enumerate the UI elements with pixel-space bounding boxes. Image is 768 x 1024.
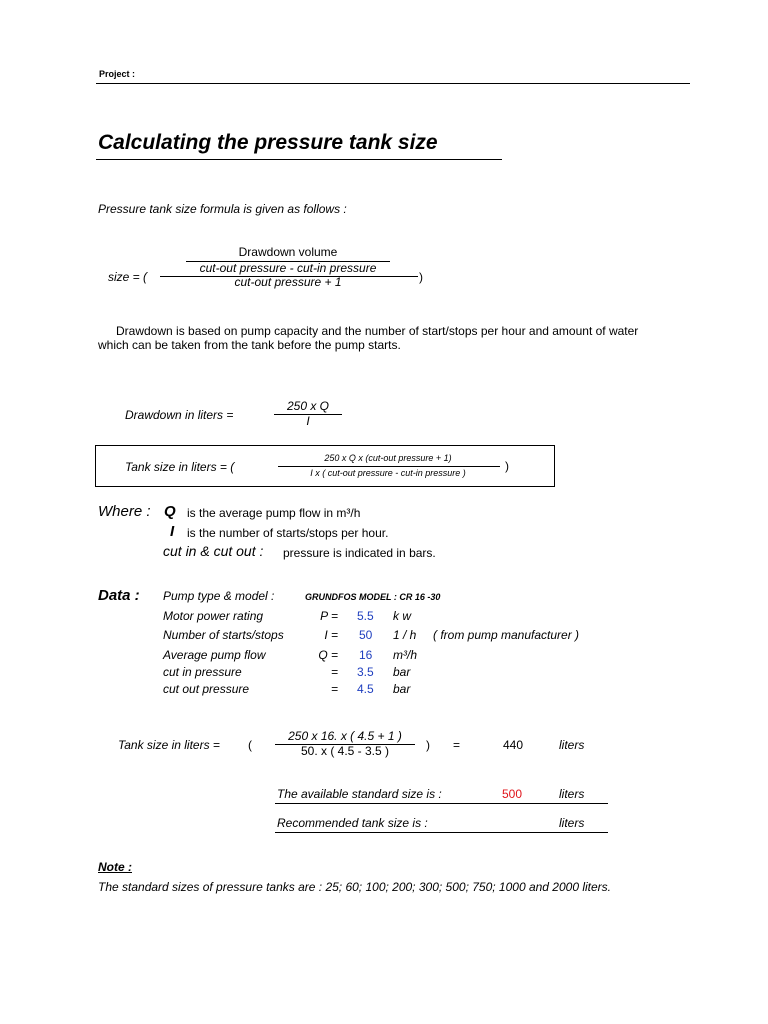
standard-size-label: The available standard size is : xyxy=(277,787,442,801)
calc-numerator: 250 x 16. x ( 4.5 + 1 ) xyxy=(288,729,402,743)
data-row-unit: bar xyxy=(393,665,411,679)
data-row-label: Motor power rating xyxy=(163,609,264,623)
calc-denominator: 50. x ( 4.5 - 3.5 ) xyxy=(300,744,390,758)
drawdown-paragraph-line1: Drawdown is based on pump capacity and the number of start/stops per hour and amount of water xyxy=(116,324,639,338)
calc-equals: = xyxy=(453,738,461,752)
drawdown-paragraph-line2: which can be taken from the tank before the pump starts. xyxy=(98,338,401,352)
calc-rparen: ) xyxy=(426,738,430,752)
cut-symbol: cut in & cut out : xyxy=(163,543,264,559)
recommended-size-rule xyxy=(275,832,608,833)
page-title: Calculating the pressure tank size xyxy=(98,131,438,154)
project-label: Project : xyxy=(99,69,136,79)
data-row-label: cut in pressure xyxy=(163,665,242,679)
recommended-size-unit: liters xyxy=(559,816,585,830)
title-underline xyxy=(96,159,502,160)
header-rule xyxy=(96,83,690,84)
intro-text: Pressure tank size formula is given as follows : xyxy=(98,202,347,216)
tank-formula-label: Tank size in liters = ( xyxy=(125,460,235,474)
where-label: Where : xyxy=(98,503,151,520)
calc-lparen: ( xyxy=(248,738,252,752)
data-row-unit: k w xyxy=(393,609,411,623)
size-formula-lhs: size = ( xyxy=(108,270,148,284)
pressure-difference-term: cut-out pressure - cut-in pressure xyxy=(199,261,377,275)
tank-formula-box xyxy=(95,445,555,487)
cut-description: pressure is indicated in bars. xyxy=(283,546,436,560)
drawdown-denominator: I xyxy=(306,414,310,428)
data-row-unit: 1 / h xyxy=(393,628,417,642)
standard-size-rule xyxy=(275,803,608,804)
data-row-label: Average pump flow xyxy=(163,648,266,662)
standard-size-value: 500 xyxy=(502,787,523,801)
note-title: Note : xyxy=(98,860,132,874)
q-description: is the average pump flow in m³/h xyxy=(187,506,361,520)
standard-size-unit: liters xyxy=(559,787,585,801)
i-symbol: I xyxy=(170,523,175,540)
calc-label: Tank size in liters = xyxy=(118,738,220,752)
tank-formula-denominator: I x ( cut-out pressure - cut-in pressure ) xyxy=(310,468,466,478)
note-text: The standard sizes of pressure tanks are : 25; 60; 100; 200; 300; 500; 750; 1000 and 2000 liters. xyxy=(98,880,612,894)
data-row-value: 3.5 xyxy=(357,665,374,679)
calc-unit: liters xyxy=(559,738,585,752)
tank-formula-numerator: 250 x Q x (cut-out pressure + 1) xyxy=(324,453,452,463)
data-label: Data : xyxy=(98,587,140,604)
drawdown-numerator: 250 x Q xyxy=(286,399,330,413)
size-formula-rparen: ) xyxy=(419,270,423,284)
data-row-symbol: Q = xyxy=(318,648,338,662)
tank-formula-fraction-bar xyxy=(278,466,500,467)
data-row-symbol: = xyxy=(330,682,338,696)
data-row-note: ( from pump manufacturer ) xyxy=(433,628,580,642)
data-row-value: 5.5 xyxy=(357,609,374,623)
data-row-label: Number of starts/stops xyxy=(163,628,284,642)
data-row-symbol: P = xyxy=(320,609,338,623)
tank-formula-rparen: ) xyxy=(505,459,509,473)
recommended-size-label: Recommended tank size is : xyxy=(277,816,428,830)
i-description: is the number of starts/stops per hour. xyxy=(187,526,389,540)
calc-result: 440 xyxy=(503,738,524,752)
data-row-value: 4.5 xyxy=(357,682,374,696)
data-row-value: 16 xyxy=(359,648,373,662)
data-row-symbol: = xyxy=(330,665,338,679)
data-row-label: cut out pressure xyxy=(163,682,250,696)
pump-type-label: Pump type & model : xyxy=(163,589,275,603)
drawdown-label: Drawdown in liters = xyxy=(125,408,234,422)
cutout-plus-one-term: cut-out pressure + 1 xyxy=(234,275,342,289)
data-row-value: 50 xyxy=(359,628,373,642)
drawdown-volume-term: Drawdown volume xyxy=(238,245,338,259)
pump-model-value: GRUNDFOS MODEL : CR 16 -30 xyxy=(305,592,441,602)
data-row-unit: m³/h xyxy=(393,648,417,662)
q-symbol: Q xyxy=(164,503,176,520)
data-row-unit: bar xyxy=(393,682,411,696)
data-row-symbol: I = xyxy=(324,628,338,642)
